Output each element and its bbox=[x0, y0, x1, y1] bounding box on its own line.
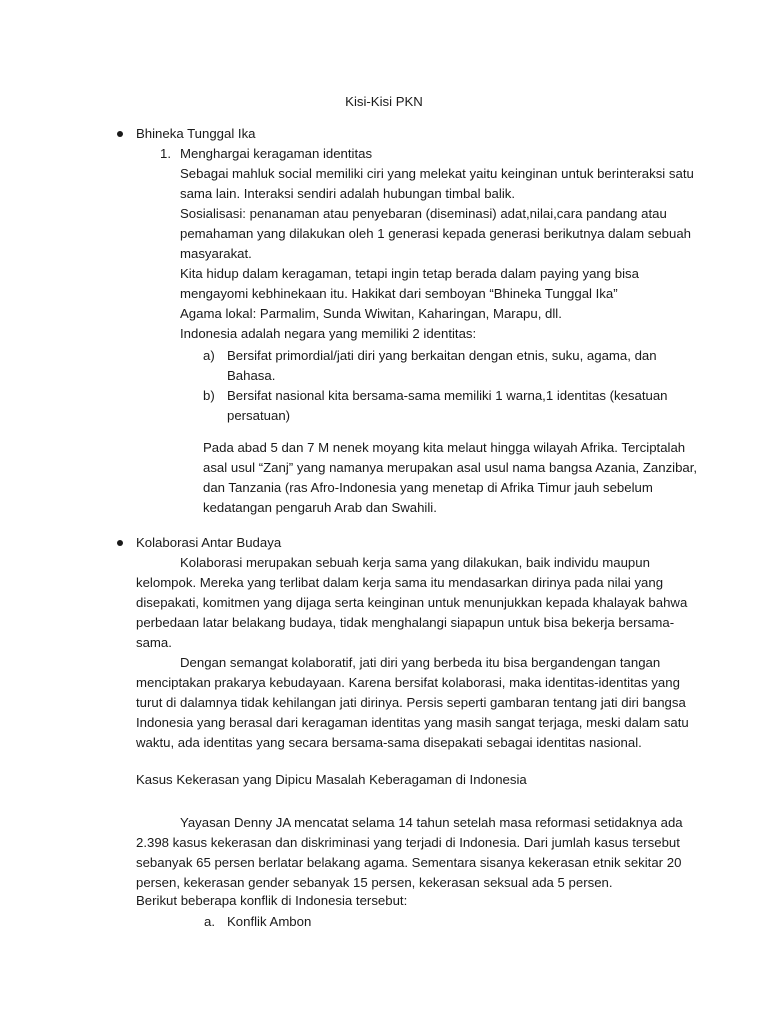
section-heading: Kolaborasi Antar Budaya bbox=[136, 535, 282, 550]
text-line: Dengan semangat kolaboratif, jati diri yang berbeda itu bisa bergandengan tangan bbox=[180, 655, 661, 670]
text-line: Yayasan Denny JA mencatat selama 14 tahun setelah masa reformasi setidaknya ada bbox=[180, 815, 683, 830]
page-title: Kisi-Kisi PKN bbox=[345, 94, 423, 109]
bullet-icon bbox=[117, 540, 123, 546]
text-line: kedatangan pengaruh Arab dan Swahili. bbox=[203, 500, 437, 515]
section-heading: Kasus Kekerasan yang Dipicu Masalah Keberagaman di Indonesia bbox=[136, 772, 527, 787]
text-line: disepakati, komitmen yang dijaga serta keinginan untuk menunjukkan kepada khalayak bahwa bbox=[136, 595, 688, 610]
sublist-marker: b) bbox=[203, 388, 215, 403]
bullet-icon bbox=[117, 131, 123, 137]
text-line: turut di dalamnya tidak kehilangan jati dirinya. Persis seperti gambaran tentang jati diri bangsa bbox=[136, 695, 686, 710]
text-line: sama. bbox=[136, 635, 172, 650]
text-line: pemahaman yang dilakukan oleh 1 generasi kepada generasi berikutnya dalam sebuah bbox=[180, 226, 691, 241]
text-line: perbedaan latar belakang budaya, tidak menghalangi siapapun untuk bisa bekerja bersama- bbox=[136, 615, 675, 630]
text-line: Berikut beberapa konflik di Indonesia tersebut: bbox=[136, 893, 408, 908]
text-line: dan Tanzania (ras Afro-Indonesia yang menetap di Afrika Timur jauh sebelum bbox=[203, 480, 653, 495]
text-line: sama lain. Interaksi sendiri adalah hubungan timbal balik. bbox=[180, 186, 516, 201]
text-line: Sebagai mahluk social memiliki ciri yang melekat yaitu keinginan untuk berinteraksi satu bbox=[180, 166, 694, 181]
sublist-line: Bahasa. bbox=[227, 368, 276, 383]
text-line: Pada abad 5 dan 7 M nenek moyang kita melaut hingga wilayah Afrika. Terciptalah bbox=[203, 440, 686, 455]
text-line: Indonesia yang berasal dari keragaman identitas yang masih sangat terjaga, meski dalam satu bbox=[136, 715, 689, 730]
text-line: masyarakat. bbox=[180, 246, 252, 261]
sublist-line: persatuan) bbox=[227, 408, 291, 423]
sublist-line: Bersifat nasional kita bersama-sama memiliki 1 warna,1 identitas (kesatuan bbox=[227, 388, 668, 403]
text-line: Indonesia adalah negara yang memiliki 2 identitas: bbox=[180, 326, 477, 341]
text-line: Kolaborasi merupakan sebuah kerja sama yang dilakukan, baik individu maupun bbox=[180, 555, 650, 570]
text-line: menciptakan prakarya kebudayaan. Karena bersifat kolaborasi, maka identitas-identitas yang bbox=[136, 675, 680, 690]
section-heading: Bhineka Tunggal Ika bbox=[136, 126, 256, 141]
text-line: mengayomi kebhinekaan itu. Hakikat dari semboyan “Bhineka Tunggal Ika” bbox=[180, 286, 618, 301]
text-line: sebanyak 65 persen berlatar belakang agama. Sementara sisanya kekerasan etnik sekitar 20 bbox=[136, 855, 682, 870]
text-line: persen, kekerasan gender sebanyak 15 persen, kekerasan seksual ada 5 persen. bbox=[136, 875, 613, 890]
text-line: asal usul “Zanj” yang namanya merupakan asal usul nama bangsa Azania, Zanzibar, bbox=[203, 460, 698, 475]
text-line: Agama lokal: Parmalim, Sunda Wiwitan, Kaharingan, Marapu, dll. bbox=[180, 306, 562, 321]
list-number: 1. bbox=[160, 146, 171, 161]
list-item: Konflik Ambon bbox=[227, 914, 312, 929]
sublist-marker: a) bbox=[203, 348, 215, 363]
list-item-heading: Menghargai keragaman identitas bbox=[180, 146, 373, 161]
text-line: waktu, ada identitas yang secara bersama-sama disepakati sebagai identitas nasional. bbox=[136, 735, 642, 750]
text-line: 2.398 kasus kekerasan dan diskriminasi yang terjadi di Indonesia. Dari jumlah kasus tersebut bbox=[136, 835, 680, 850]
list-marker: a. bbox=[204, 914, 215, 929]
text-line: Sosialisasi: penanaman atau penyebaran (diseminasi) adat,nilai,cara pandang atau bbox=[180, 206, 667, 221]
text-line: Kita hidup dalam keragaman, tetapi ingin tetap berada dalam paying yang bisa bbox=[180, 266, 639, 281]
text-line: kelompok. Mereka yang terlibat dalam kerja sama itu mendasarkan dirinya pada nilai yang bbox=[136, 575, 664, 590]
sublist-line: Bersifat primordial/jati diri yang berkaitan dengan etnis, suku, agama, dan bbox=[227, 348, 657, 363]
